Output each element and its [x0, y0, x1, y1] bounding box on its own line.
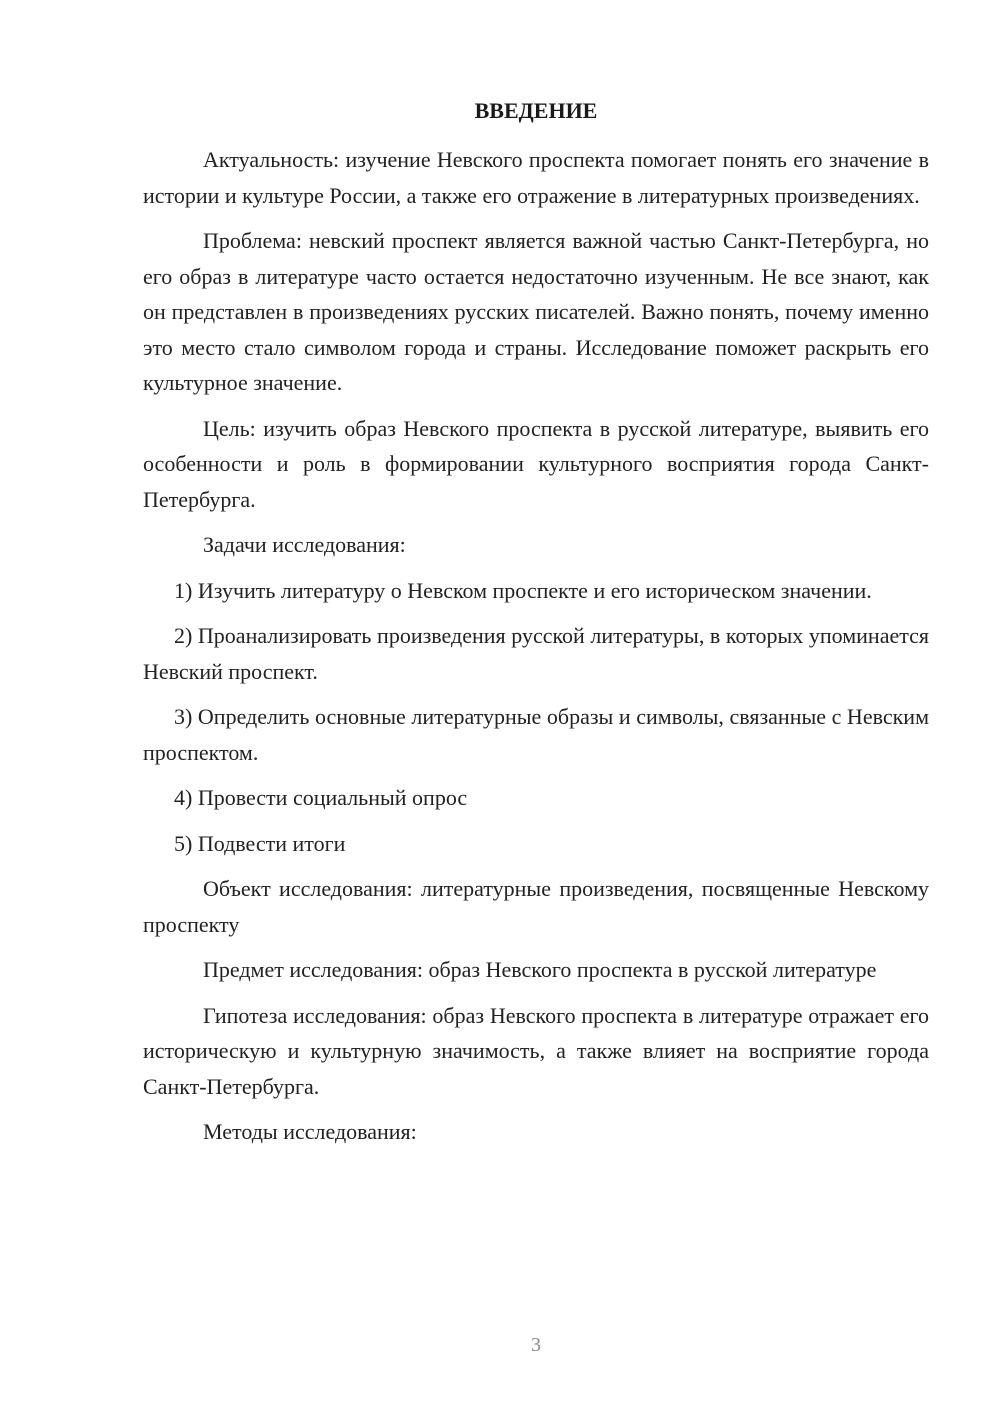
- list-item: 1) Изучить литературу о Невском проспекте и его историческом значении.: [174, 577, 872, 603]
- paragraph-tasks-heading: Задачи исследования:: [203, 532, 406, 557]
- document-page: [143, 0, 929, 1414]
- paragraph-hypothesis: Гипотеза исследования: образ Невского проспекта в литературе отражает его историческую и культурную значимость, а также влияет на восприятие города Санкт-Петербурга.: [143, 1002, 929, 1099]
- paragraph-relevance: Актуальность: изучение Невского проспекта помогает понять его значение в истории и культуре России, а также его отражение в литературных произведениях.: [143, 147, 929, 208]
- paragraph-goal: Цель: изучить образ Невского проспекта в русской литературе, выявить его особенности и роль в формировании культурного восприятия города Санкт-Петербурга.: [143, 415, 929, 512]
- list-item: 2) Проанализировать произведения русской литературы, в которых упоминается Невский проспект.: [143, 623, 929, 684]
- page-title: ВВЕДЕНИЕ: [474, 98, 598, 123]
- paragraph-subject: Предмет исследования: образ Невского проспекта в русской литературе: [203, 957, 877, 982]
- paragraph-object: Объект исследования: литературные произведения, посвященные Невскому проспекту: [143, 876, 929, 937]
- paragraph-problem: Проблема: невский проспект является важной частью Санкт-Петербурга, но его образ в литературе часто остается недостаточно изученным. Не все знают, как он представлен в произведениях русских писателей. Важно понять, почему именно это место стало символом города и страны. Исследование поможет раскрыть его культурное значение.: [143, 228, 929, 395]
- list-item: 3) Определить основные литературные образы и символы, связанные с Невским проспектом.: [143, 704, 929, 765]
- list-item: 4) Провести социальный опрос: [174, 785, 468, 810]
- document-body: [143, 142, 929, 1160]
- list-item: 5) Подвести итоги: [174, 830, 346, 856]
- paragraph-methods: Методы исследования:: [203, 1119, 417, 1144]
- page-number: 3: [531, 1334, 541, 1356]
